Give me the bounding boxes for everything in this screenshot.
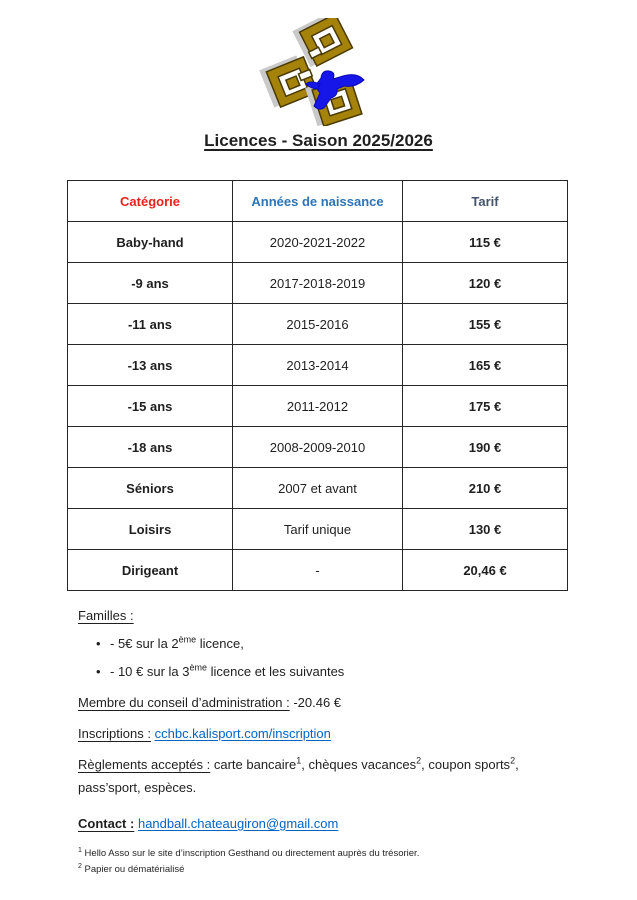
footnotes (78, 846, 578, 878)
familles-bullet-1: • - 5€ sur la 2ème licence, (96, 634, 244, 652)
table-row (68, 304, 568, 345)
contact-email-link[interactable]: handball.chateaugiron@gmail.com (137, 815, 339, 831)
cell-years: - (233, 550, 403, 591)
familles-section (78, 608, 578, 680)
cell-years: 2011-2012 (233, 386, 403, 427)
table-row (68, 468, 568, 509)
cell-tarif: 155 € (403, 304, 568, 345)
familles-bullet-2: • - 10 € sur la 3ème licence et les suivantes (96, 662, 345, 679)
cell-years: Tarif unique (233, 509, 403, 550)
footnote-1: $^1$ Hello Asso sur le site d’inscription Gesthand ou directement auprès du trésorier. (78, 846, 420, 859)
cell-years: 2017-2018-2019 (233, 263, 403, 304)
cell-tarif: 175 € (403, 386, 568, 427)
cell-years: 2015-2016 (233, 304, 403, 345)
table-body (68, 222, 568, 591)
cell-category: Loisirs (68, 509, 233, 550)
reglements-line2: pass’sport, espèces. (78, 779, 197, 795)
reglements-label: Règlements acceptés : (78, 757, 211, 773)
table-row (68, 427, 568, 468)
cell-tarif: 190 € (403, 427, 568, 468)
header-annees-naissance: Années de naissance (233, 181, 403, 222)
table-row (68, 550, 568, 591)
table-header-row (68, 181, 568, 222)
cell-category: Baby-hand (68, 222, 233, 263)
cell-years: 2008-2009-2010 (233, 427, 403, 468)
cell-tarif: 130 € (403, 509, 568, 550)
inscriptions-section (78, 726, 578, 742)
license-price-table (67, 180, 568, 591)
club-logo-icon (258, 18, 378, 126)
familles-bullets (96, 636, 578, 680)
table-row (68, 263, 568, 304)
cell-years: 2007 et avant (233, 468, 403, 509)
cell-tarif: 20,46 € (403, 550, 568, 591)
reglements-section: Règlements acceptés : carte bancaire$^1$, chèques vacances$^2$, coupon sports$^2$, pass’sport, espèces. (78, 757, 578, 796)
cell-tarif: 120 € (403, 263, 568, 304)
table-row (68, 345, 568, 386)
contact-label: Contact : (78, 815, 135, 831)
cell-tarif: 210 € (403, 468, 568, 509)
club-logo (258, 18, 378, 126)
cell-category: -9 ans (68, 263, 233, 304)
cell-category: -11 ans (68, 304, 233, 345)
cell-tarif: 165 € (403, 345, 568, 386)
header-categorie: Catégorie (68, 181, 233, 222)
cell-category: -15 ans (68, 386, 233, 427)
table-row (68, 386, 568, 427)
table-row (68, 222, 568, 263)
cell-years: 2020-2021-2022 (233, 222, 403, 263)
conseil-value: -20.46 € (289, 694, 342, 710)
contact-section (78, 816, 578, 832)
familles-label: Familles : (78, 608, 134, 623)
page-title: Licences - Saison 2025/2026 (204, 131, 433, 150)
cell-category: -13 ans (68, 345, 233, 386)
footnote-2: $^2$ Papier ou dématérialisé (78, 862, 185, 876)
cell-category: Séniors (68, 468, 233, 509)
cell-tarif: 115 € (403, 222, 568, 263)
inscriptions-label: Inscriptions : (78, 726, 151, 741)
header-tarif: Tarif (403, 181, 568, 222)
cell-category: -18 ans (68, 427, 233, 468)
conseil-label: Membre du conseil d’administration : (78, 694, 290, 710)
inscription-link[interactable]: cchbc.kalisport.com/inscription (154, 726, 331, 741)
table-row (68, 509, 568, 550)
bullet-icon: • (96, 663, 101, 679)
cell-category: Dirigeant (68, 550, 233, 591)
info-sections (78, 608, 578, 852)
table-header (68, 181, 568, 222)
bullet-icon: • (96, 636, 101, 652)
conseil-section (78, 695, 578, 711)
cell-years: 2013-2014 (233, 345, 403, 386)
